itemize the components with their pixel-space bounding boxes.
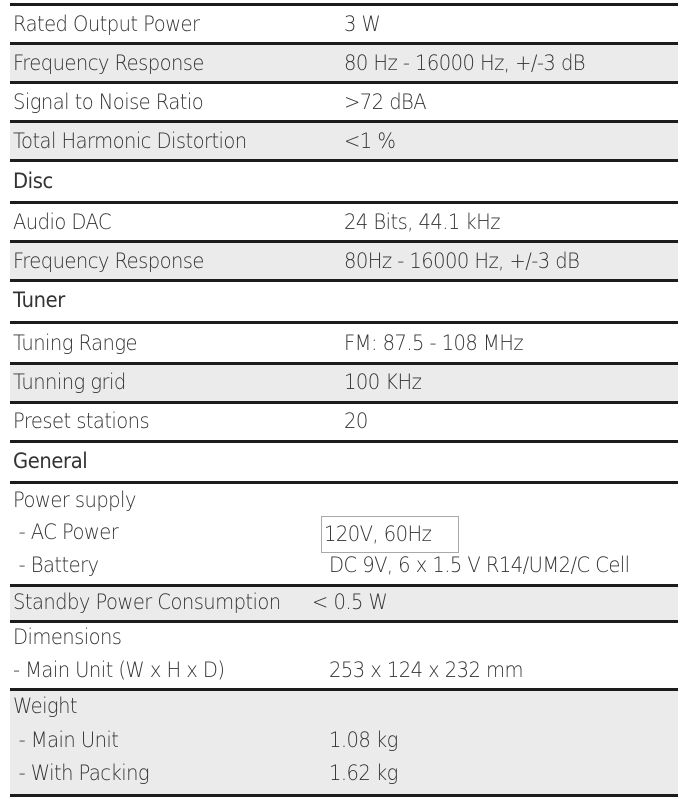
spec-label: Power supply [13,488,136,512]
spec-row-tuning-grid [10,365,678,401]
row-divider [10,794,678,797]
spec-row-thd [10,123,678,159]
spec-value: >72 dBA [344,90,427,114]
spec-sublabel-ac: - AC Power [13,520,119,544]
spec-value-battery: DC 9V, 6 x 1.5 V R14/UM2/C Cell [329,553,630,577]
spec-sublabel-main-unit: - Main Unit (W x H x D) [13,658,225,682]
section-header-general [10,443,678,481]
spec-row-preset-stations [10,404,678,440]
spec-value-packing: 1.62 kg [329,761,398,785]
spec-value: 24 Bits, 44.1 kHz [344,210,500,234]
spec-label: Preset stations [13,409,150,433]
spec-label: Tuning Range [13,331,137,355]
spec-label: Weight [13,694,78,718]
spec-row-standby-power [10,587,678,620]
spec-label: Rated Output Power [13,12,200,36]
spec-row-weight [10,691,678,794]
section-header-disc [10,162,678,201]
spec-row-dimensions [10,623,678,688]
spec-value: 80 Hz - 16000 Hz, +/-3 dB [344,51,586,75]
spec-value: 253 x 124 x 232 mm [329,658,523,682]
spec-row-rated-output-power [10,6,678,42]
spec-label: Total Harmonic Distortion [13,129,247,153]
spec-row-tuning-range [10,324,678,362]
spec-value: 3 W [344,12,381,36]
spec-label: Audio DAC [13,210,112,234]
spec-label: Tunning grid [13,370,126,394]
spec-value: 20 [344,409,368,433]
section-title: General [13,449,88,473]
spec-label: Dimensions [13,625,122,649]
spec-row-audio-dac [10,204,678,240]
spec-value: FM: 87.5 - 108 MHz [344,331,524,355]
spec-row-power-supply [10,484,678,584]
spec-label: Frequency Response [13,249,204,273]
spec-label: Standby Power Consumption [13,590,281,614]
spec-value: 80Hz - 16000 Hz, +/-3 dB [344,249,580,273]
spec-row-frequency-response [10,45,678,81]
spec-row-signal-to-noise [10,84,678,120]
spec-value-ac: 120V, 60Hz [324,522,432,546]
section-title: Tuner [13,288,65,312]
spec-value: 100 KHz [344,370,422,394]
section-title: Disc [13,169,53,193]
spec-value: <1 % [344,129,396,153]
spec-label: Frequency Response [13,51,204,75]
spec-sublabel-packing: - With Packing [13,761,150,785]
spec-row-disc-frequency-response [10,243,678,279]
spec-sublabel-battery: - Battery [13,553,99,577]
spec-value-main-unit: 1.08 kg [329,728,398,752]
spec-value: < 0.5 W [312,590,388,614]
section-header-tuner [10,282,678,321]
spec-sublabel-main-unit: - Main Unit [13,728,119,752]
spec-label: Signal to Noise Ratio [13,90,204,114]
